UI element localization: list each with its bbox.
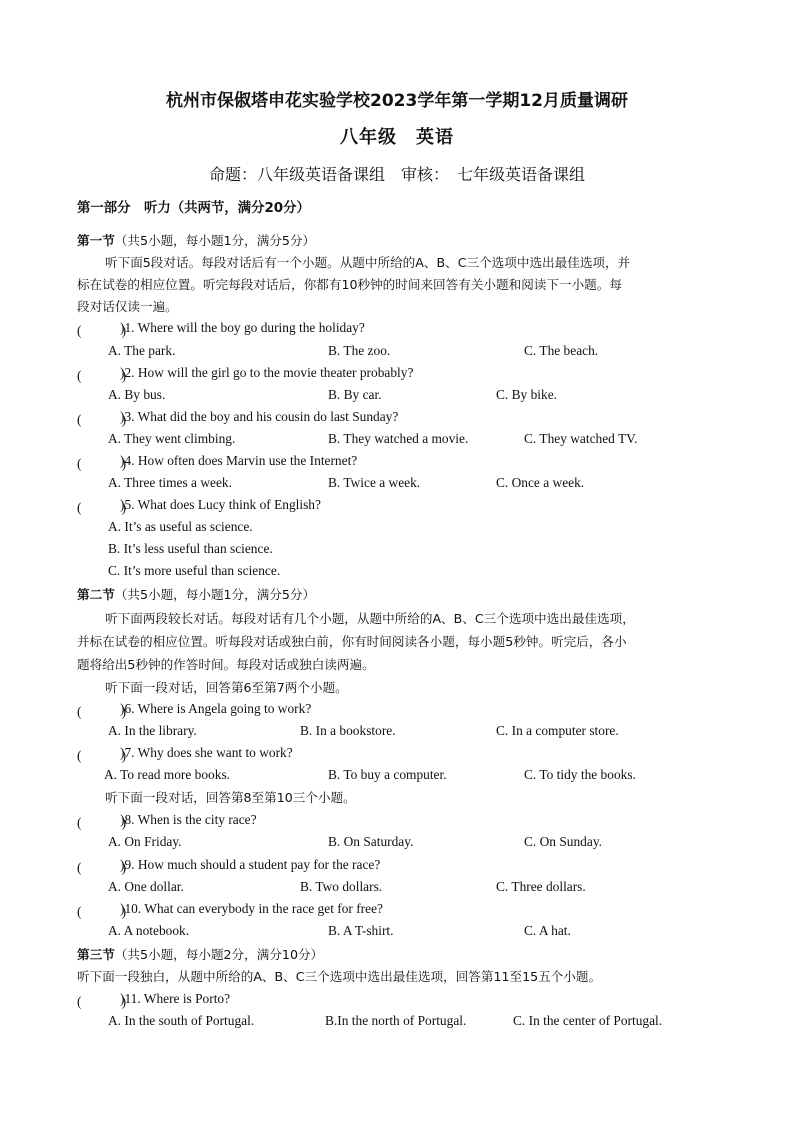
answer-blank[interactable]: ( ) <box>77 994 127 1009</box>
option-c: C. They watched TV. <box>524 431 638 446</box>
question-stem: )6. Where is Angela going to work? <box>120 701 312 716</box>
answer-blank[interactable]: ( ) <box>77 704 127 719</box>
option-c: C. Three dollars. <box>496 879 586 894</box>
option-c: C. A hat. <box>524 923 571 938</box>
question-stem: )10. What can everybody in the race get for free? <box>120 901 383 916</box>
option-b: B. On Saturday. <box>328 834 414 849</box>
answer-blank[interactable]: ( ) <box>77 748 127 763</box>
option-c: C. The beach. <box>524 343 599 358</box>
option-a: A. A notebook. <box>108 923 190 938</box>
section1-instructions-line: 段对话仅读一遍。 <box>77 299 178 314</box>
question-stem: )3. What did the boy and his cousin do last Sunday? <box>120 409 399 424</box>
option-b: B.In the north of Portugal. <box>325 1013 467 1028</box>
option-b: B. In a bookstore. <box>300 723 396 738</box>
section2-instructions-line: 并标在试卷的相应位置。听每段对话或独白前，你有时间阅读各小题，每小题5秒钟。听完后，各小 <box>77 634 627 649</box>
section2-instructions-line: 题将给出5秒钟的作答时间。每段对话或独白读两遍。 <box>77 657 375 672</box>
option-c: C. Once a week. <box>496 475 585 490</box>
option-a: A. The park. <box>108 343 176 358</box>
exam-authors: 命题：八年级英语备课组 审核： 七年级英语备课组 <box>208 165 585 184</box>
answer-blank[interactable]: ( ) <box>77 500 127 515</box>
question-stem: )9. How much should a student pay for the race? <box>120 857 381 872</box>
question-stem: )8. When is the city race? <box>120 812 257 827</box>
dialog-intro: 听下面一段对话，回答第8至第10三个小题。 <box>105 790 356 805</box>
option-b: B. A T-shirt. <box>328 923 394 938</box>
answer-blank[interactable]: ( ) <box>77 456 127 471</box>
option-c: C. It’s more useful than science. <box>108 563 281 578</box>
answer-blank[interactable]: ( ) <box>77 323 127 338</box>
exam-title: 杭州市保俶塔申花实验学校2023学年第一学期12月质量调研 <box>166 91 628 111</box>
section1-label: 第一节 <box>77 233 115 248</box>
answer-blank[interactable]: ( ) <box>77 368 127 383</box>
option-b: B. They watched a movie. <box>328 431 469 446</box>
option-a: A. Three times a week. <box>108 475 232 490</box>
answer-blank[interactable]: ( ) <box>77 815 127 830</box>
option-c: C. On Sunday. <box>524 834 602 849</box>
dialog-intro: 听下面一段对话，回答第6至第7两个小题。 <box>105 680 348 695</box>
option-c: C. In a computer store. <box>496 723 619 738</box>
option-a: A. One dollar. <box>108 879 184 894</box>
option-c: C. To tidy the books. <box>524 767 636 782</box>
exam-subtitle: 八年级 英语 <box>340 127 454 148</box>
option-b: B. By car. <box>328 387 382 402</box>
option-c: C. In the center of Portugal. <box>513 1013 663 1028</box>
option-a: A. It’s as useful as science. <box>108 519 253 534</box>
option-a: A. To read more books. <box>104 767 231 782</box>
section2-instructions-line: 听下面两段较长对话。每段对话有几个小题，从题中所给的A、B、C三个选项中选出最佳选项， <box>105 611 635 626</box>
section1-header <box>77 232 315 250</box>
option-a: A. In the library. <box>108 723 197 738</box>
question-stem: )5. What does Lucy think of English? <box>120 497 321 512</box>
option-b: B. It’s less useful than science. <box>108 541 273 556</box>
answer-blank[interactable]: ( ) <box>77 860 127 875</box>
section1-instructions-line: 听下面5段对话。每段对话后有一个小题。从题中所给的A、B、C三个选项中选出最佳选项，并 <box>105 255 631 270</box>
section3-label: 第三节 <box>77 947 115 962</box>
question-stem: )4. How often does Marvin use the Internet? <box>120 453 358 468</box>
option-a: A. They went climbing. <box>108 431 236 446</box>
section1-info: （共5小题，每小题1分，满分5分） <box>114 233 316 248</box>
section1-instructions-line: 标在试卷的相应位置。听完每段对话后，你都有10秒钟的时间来回答有关小题和阅读下一小题。每 <box>77 277 622 292</box>
option-b: B. The zoo. <box>328 343 391 358</box>
option-a: A. In the south of Portugal. <box>108 1013 255 1028</box>
answer-blank[interactable]: ( ) <box>77 412 127 427</box>
section2-info: （共5小题，每小题1分，满分5分） <box>114 587 316 602</box>
option-a: A. By bus. <box>108 387 166 402</box>
question-stem: )11. Where is Porto? <box>120 991 231 1006</box>
section3-instructions: 听下面一段独白，从题中所给的A、B、C三个选项中选出最佳选项，回答第11至15五个小题。 <box>77 969 602 984</box>
question-stem: )1. Where will the boy go during the holiday? <box>120 320 365 335</box>
section3-info: （共5小题，每小题2分，满分10分） <box>114 947 324 962</box>
section2-label: 第二节 <box>77 587 115 602</box>
option-a: A. On Friday. <box>108 834 182 849</box>
option-b: B. Twice a week. <box>328 475 421 490</box>
part1-title: 第一部分 听力（共两节，满分20分） <box>77 201 310 216</box>
section3-header <box>77 946 323 964</box>
section2-header <box>77 586 315 604</box>
question-stem: )2. How will the girl go to the movie theater probably? <box>120 365 414 380</box>
answer-blank[interactable]: ( ) <box>77 904 127 919</box>
question-stem: )7. Why does she want to work? <box>120 745 293 760</box>
option-b: B. Two dollars. <box>300 879 383 894</box>
option-c: C. By bike. <box>496 387 558 402</box>
option-b: B. To buy a computer. <box>328 767 447 782</box>
